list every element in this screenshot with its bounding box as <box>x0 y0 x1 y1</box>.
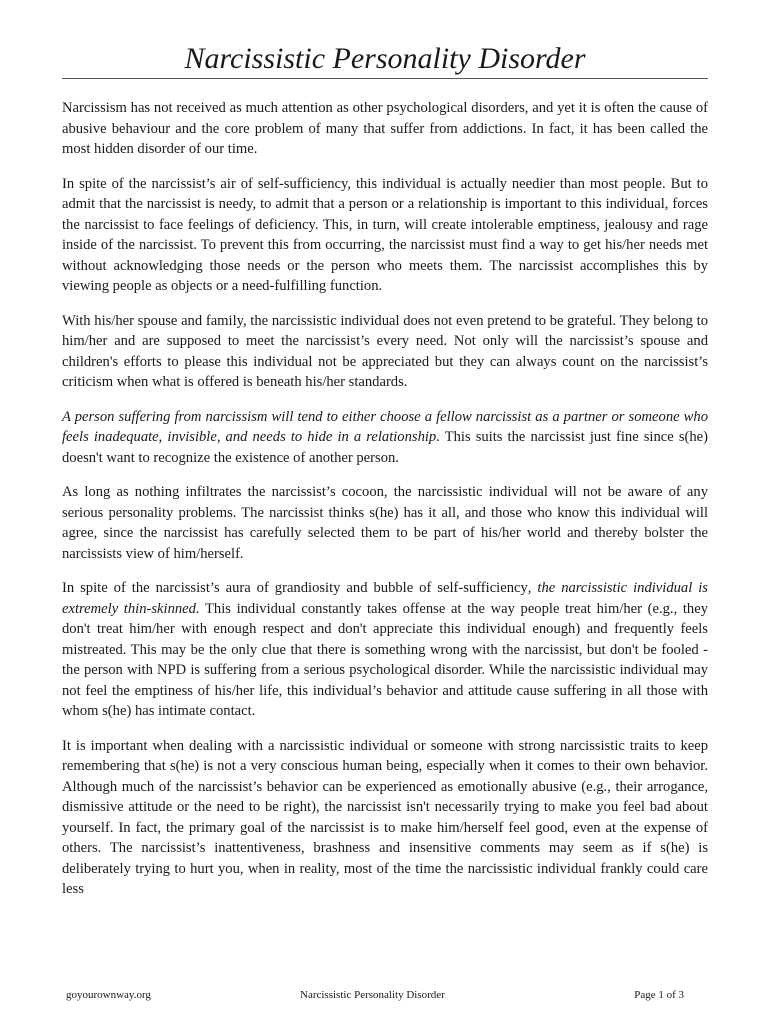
paragraph-2 <box>62 174 708 297</box>
paragraph-text: With his/her spouse and family, the narcissistic individual does not even pretend to be grateful. They belong to him/her and are supposed to meet the narcissist’s every need. Not only will the narcissist’s spouse and children's efforts to please this individual not be appreciated but they can always count on the narcissist’s criticism when what is offered is beneath his/her standards. <box>62 312 708 390</box>
title-divider <box>62 78 708 79</box>
document-body <box>62 98 708 914</box>
paragraph-5 <box>62 482 708 564</box>
paragraph-emphasis: , the narcissistic individual is extremely thin-skinned. <box>62 580 708 617</box>
paragraph-text: As long as nothing infiltrates the narcissist’s cocoon, the narcissistic individual will not be aware of any serious personality problems. The narcissist thinks s(he) has it all, and those who know this individual will agree, since the narcissist has carefully selected them to be part of his/her world and thereby bolster the narcissists view of him/herself. <box>62 484 708 562</box>
paragraph-3 <box>62 311 708 393</box>
paragraph-text: In spite of the narcissist’s air of self-sufficiency, this individual is actually needier than most people. But to admit that the narcissist is needy, to admit that a person or a relationship is important to this individual, forces the narcissist to face feelings of deficiency. This, in turn, will create intolerable emptiness, jealousy and rage inside of the narcissist. To prevent this from occurring, the narcissist must find a way to get his/her needs met without acknowledging those needs or the person who meets them. The narcissist accomplishes this by viewing people as objects or a need-fulfilling function. <box>62 175 708 294</box>
paragraph-text: . This suits the narcissist just fine since s(he) doesn't want to recognize the existence of another person. <box>62 429 708 466</box>
paragraph-1 <box>62 98 708 160</box>
paragraph-7 <box>62 736 708 900</box>
paragraph-text: It is important when dealing with a narcissistic individual or someone with strong narcissistic traits to keep remembering that s(he) is not a very conscious human being, especially when it comes to their own behavior. Although much of the narcissist’s behavior can be experienced as emotionally abusive (e.g., their arrogance, dismissive attitude or the need to be right), the narcissist isn't necessarily trying to make you feel bad about yourself. In fact, the primary goal of the narcissist is to make him/herself feel good, even at the expense of others. The narcissist’s inattentiveness, brashness and insensitive comments may seem as if s(he) is deliberately trying to hurt you, when in reality, most of the time the narcissistic individual frankly could care less <box>62 737 708 897</box>
paragraph-lead: In spite of the narcissist’s aura of grandiosity and bubble of self-sufficiency <box>62 580 528 596</box>
footer-site: goyourownway.org <box>66 989 151 1001</box>
page-title: Narcissistic Personality Disorder <box>184 42 586 75</box>
footer-doc-title: Narcissistic Personality Disorder <box>300 989 445 1001</box>
paragraph-emphasis: A person suffering from narcissism will tend to either choose a fellow narcissist as a partner or someone who feels inadequate, invisible, and needs to hide in a relationship <box>62 408 708 445</box>
paragraph-6 <box>62 578 708 722</box>
footer-page-number: Page 1 of 3 <box>634 989 684 1001</box>
paragraph-4 <box>62 407 708 469</box>
paragraph-text: Narcissism has not received as much attention as other psychological disorders, and yet it is often the cause of abusive behaviour and the core problem of many that suffer from addictions. In fact, it has been called the most hidden disorder of our time. <box>62 100 708 157</box>
paragraph-text: This individual constantly takes offense at the way people treat him/her (e.g., they don't treat him/her with enough respect and don't appreciate this individual enough) and frequently feels mistreated. This may be the only clue that there is something wrong with the narcissist, but don't be fooled - the person with NPD is suffering from a serious psychological disorder. While the narcissistic individual may not feel the emptiness of his/her life, this individual’s behavior and attitude cause suffering in all those with whom s(he) has intimate contact. <box>62 600 708 719</box>
